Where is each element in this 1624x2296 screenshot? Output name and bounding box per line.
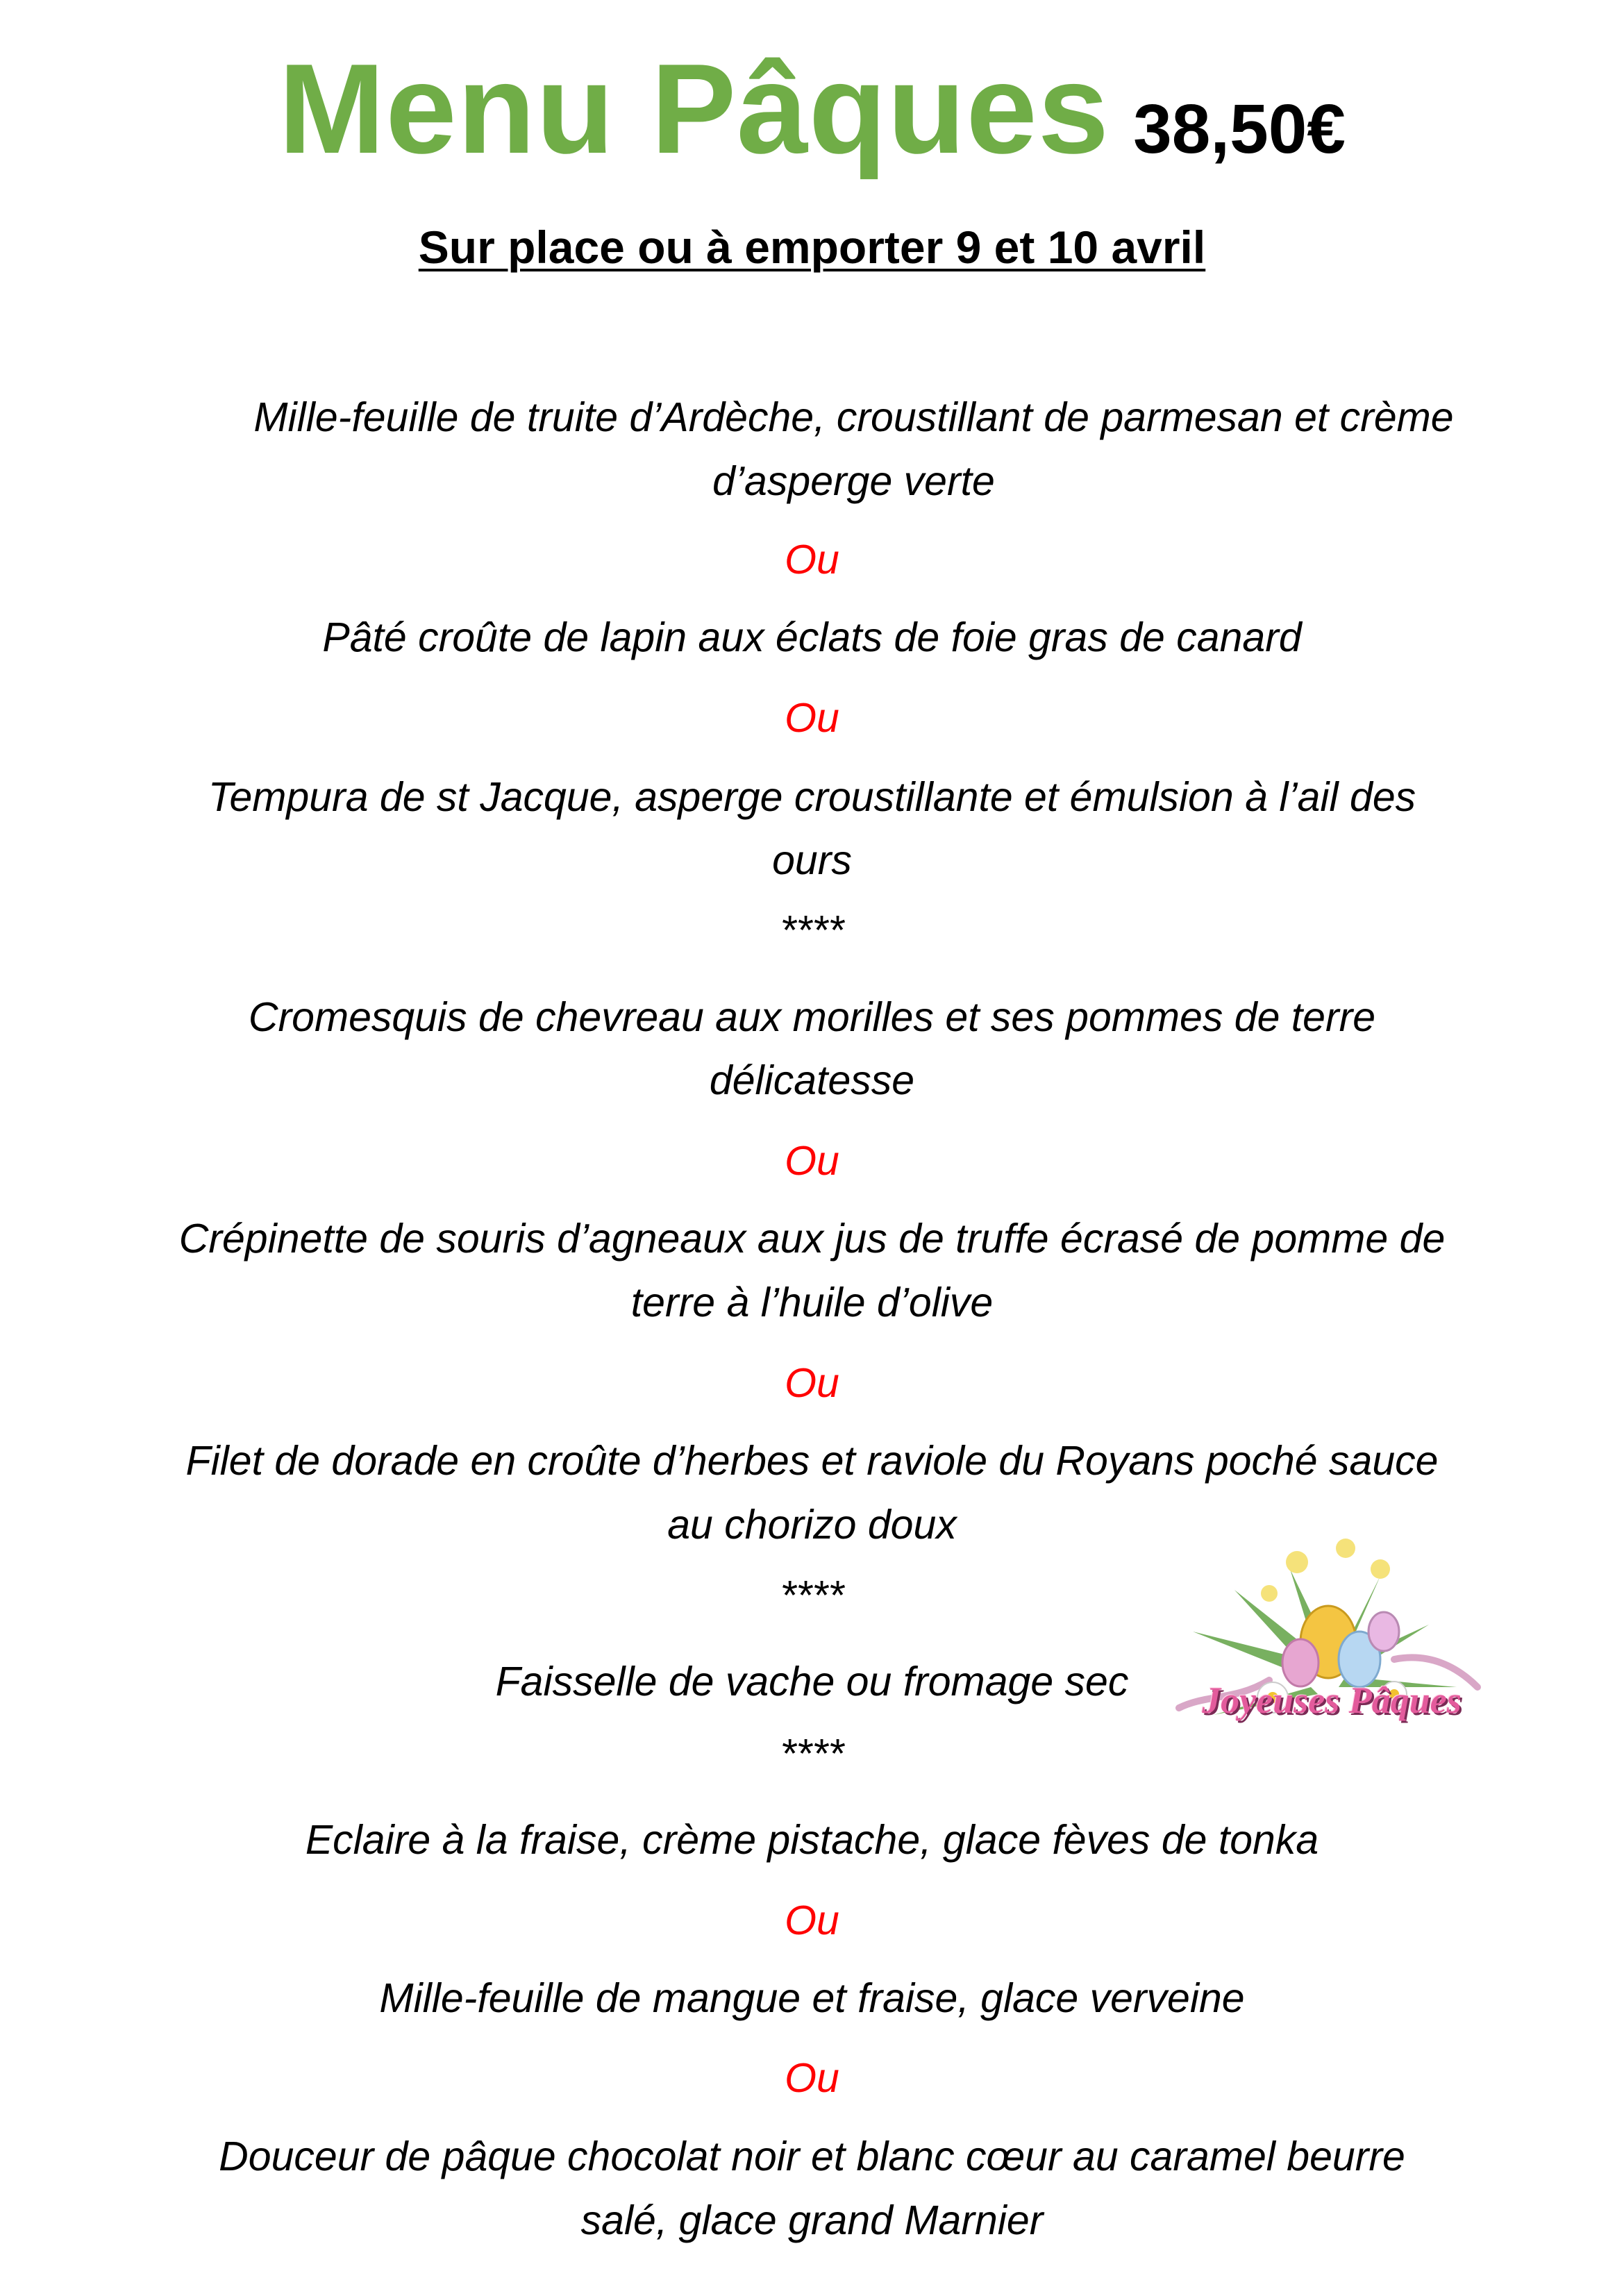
page-title: Menu Pâques (278, 37, 1110, 180)
title-row (0, 35, 1624, 182)
line-20: Ou (785, 1897, 839, 1943)
line-17: Faisselle de vache ou fromage sec (495, 1659, 1129, 1704)
line-5: Tempura de st Jacque, asperge croustillante et émulsion à l’ail des (208, 774, 1416, 820)
line-19: Eclaire à la fraise, crème pistache, glace fèves de tonka (305, 1817, 1319, 1863)
line-24: salé, glace grand Marnier (580, 2197, 1044, 2243)
line-23: Douceur de pâque chocolat noir et blanc cœur au caramel beurre (219, 2134, 1405, 2179)
easter-greeting: Joyeuses Pâques (1202, 1679, 1462, 1721)
line-6: ours (772, 837, 852, 883)
line-21: Mille-feuille de mangue et fraise, glace verveine (379, 1975, 1245, 2021)
line-18: **** (780, 1731, 844, 1777)
menu-price: 38,50€ (1133, 90, 1346, 168)
line-1: d’asperge verte (712, 458, 995, 504)
line-9: délicatesse (709, 1057, 915, 1103)
line-0: Mille-feuille de truite d’Ardèche, croustillant de parmesan et crème (253, 394, 1454, 440)
line-2: Ou (785, 537, 839, 583)
line-11: Crépinette de souris d’agneaux aux jus de truffe écrasé de pomme de (178, 1216, 1446, 1262)
line-15: au chorizo doux (667, 1502, 957, 1548)
line-7: **** (780, 907, 844, 953)
line-14: Filet de dorade en croûte d’herbes et raviole du Royans poché sauce (185, 1438, 1439, 1484)
line-10: Ou (785, 1138, 839, 1184)
menu-subtitle: Sur place ou à emporter 9 et 10 avril (418, 221, 1206, 273)
line-16: **** (780, 1573, 844, 1618)
line-12: terre à l’huile d’olive (630, 1280, 994, 1325)
line-13: Ou (785, 1360, 839, 1406)
line-3: Pâté croûte de lapin aux éclats de foie gras de canard (322, 614, 1302, 660)
line-8: Cromesquis de chevreau aux morilles et ses pommes de terre (248, 994, 1376, 1040)
line-22: Ou (785, 2055, 839, 2101)
line-4: Ou (785, 695, 839, 741)
